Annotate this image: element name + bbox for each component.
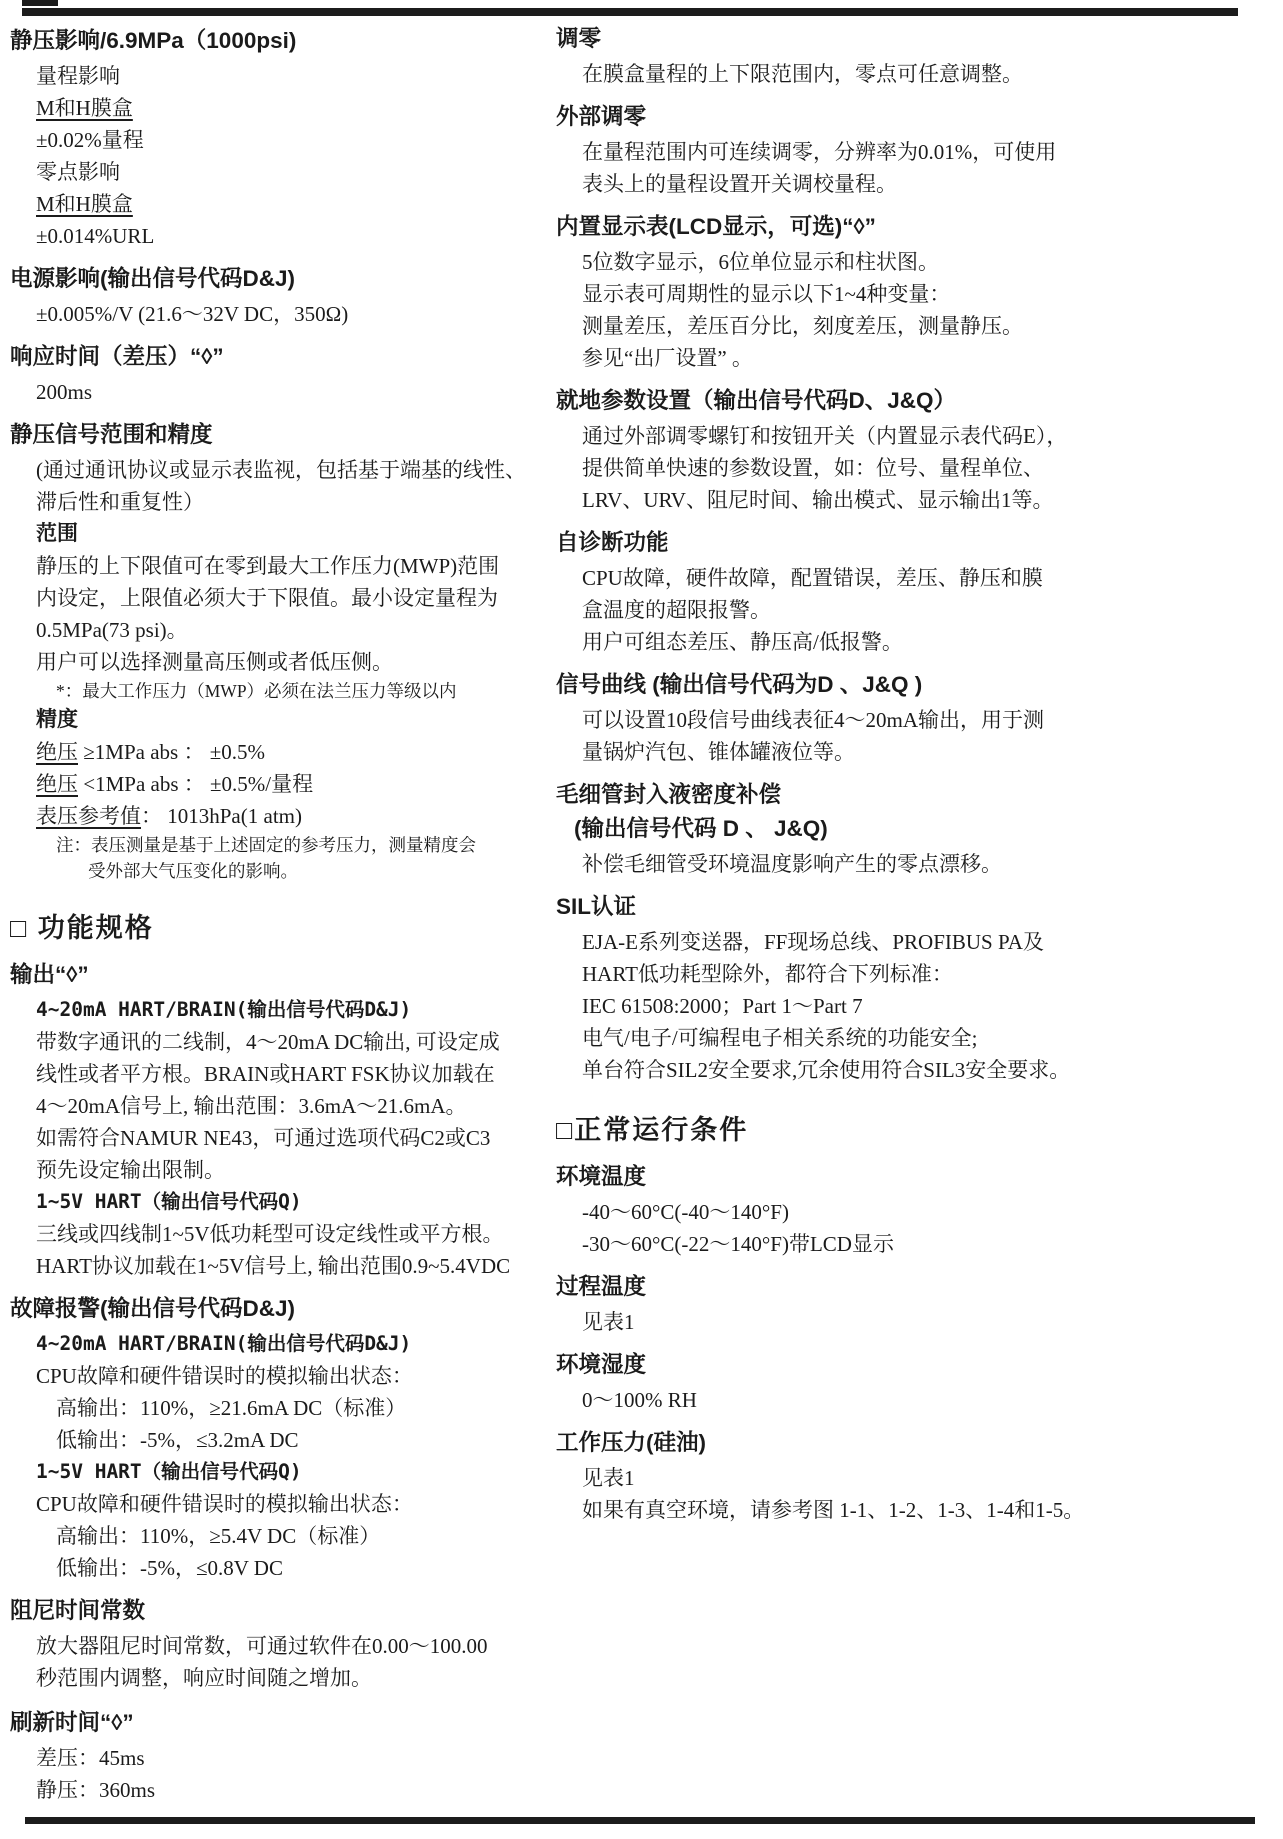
note-line: 注：表压测量是基于上述固定的参考压力，测量精度会 <box>56 835 476 855</box>
text-line: -30～60°C(-22～140°F)带LCD显示 <box>582 1232 894 1256</box>
text-line: 补偿毛细管受环境温度影响产生的零点漂移。 <box>582 852 1002 876</box>
text-line: 可以设置10段信号曲线表征4～20mA输出，用于测 <box>582 708 1044 732</box>
text-line: 高输出：110%，≥5.4V DC（标准） <box>56 1524 381 1548</box>
text-line: 差压：45ms <box>36 1746 145 1770</box>
underlined-term: 绝压 <box>36 772 78 796</box>
response-time-heading: 响应时间（差压）“◊” <box>10 344 224 369</box>
text-line: 5位数字显示，6位单位显示和柱状图。 <box>582 250 939 274</box>
column-right <box>556 24 1278 1526</box>
capillary-fill-fluid-density-compensation-heading-line2: (输出信号代码 D 、 J&Q) <box>574 816 828 841</box>
section-capillary-fill-fluid-density-compensation <box>556 780 1278 880</box>
text-line <box>10 768 550 800</box>
text-line: 0～100% RH <box>582 1388 697 1412</box>
text-line: 量锅炉汽包、锥体罐液位等。 <box>582 740 855 764</box>
top-rule <box>22 8 1238 16</box>
text-line: 如需符合NAMUR NE43，可通过选项代码C2或C3 <box>36 1126 491 1150</box>
column-left <box>10 26 550 1806</box>
text-line: ±0.005%/V (21.6～32V DC，350Ω) <box>36 302 349 326</box>
self-diagnostics-heading: 自诊断功能 <box>556 530 669 555</box>
section-local-parameter-setting <box>556 386 1278 516</box>
zero-adjustment-heading: 调零 <box>556 26 602 51</box>
text-line: 内设定，上限值必须大于下限值。最小设定量程为 <box>36 586 498 610</box>
text-line: 盒温度的超限报警。 <box>582 598 771 622</box>
text-line: 表头上的量程设置开关调校量程。 <box>582 172 897 196</box>
section-output <box>10 960 550 1282</box>
text-line: 线性或者平方根。BRAIN或HART FSK协议加载在 <box>36 1062 495 1086</box>
capillary-fill-fluid-density-compensation-heading: 毛细管封入液密度补偿 <box>556 782 782 807</box>
text-line: CPU故障和硬件错误时的模拟输出状态： <box>36 1364 413 1388</box>
text-line: 如果有真空环境，请参考图 1-1、1-2、1-3、1-4和1-5。 <box>582 1498 1085 1522</box>
normal-operating-conditions-title-heading: □正常运行条件 <box>556 1115 749 1145</box>
text-line: 参见“出厂设置” 。 <box>582 346 753 370</box>
text-span: ： 1013hPa(1 atm) <box>141 804 302 828</box>
section-normal-operating-conditions-title <box>556 1112 1278 1148</box>
text-line: 秒范围内调整，响应时间随之增加。 <box>36 1666 372 1690</box>
sil-certification-heading: SIL认证 <box>556 894 637 919</box>
text-line: HART低功耗型除外，都符合下列标准： <box>582 962 953 986</box>
underlined-term: M和H膜盒 <box>36 192 133 216</box>
section-functional-specifications-title <box>10 910 550 946</box>
text-line: 低输出：-5%，≤0.8V DC <box>56 1556 283 1580</box>
section-static-pressure-signal-range-accuracy <box>10 420 550 884</box>
section-signal-characterizer <box>556 670 1278 768</box>
section-external-zero-adjustment <box>556 102 1278 200</box>
functional-specifications-title-heading: □ 功能规格 <box>10 913 154 943</box>
external-zero-adjustment-heading: 外部调零 <box>556 104 647 129</box>
power-supply-effect-heading: 电源影响(输出信号代码D&J) <box>10 266 295 291</box>
text-line: CPU故障和硬件错误时的模拟输出状态： <box>36 1492 413 1516</box>
text-line: 在量程范围内可连续调零，分辨率为0.01%，可使用 <box>582 140 1057 164</box>
text-line: 200ms <box>36 380 93 404</box>
text-line: IEC 61508:2000；Part 1～Part 7 <box>582 994 863 1018</box>
text-line: 见表1 <box>582 1466 635 1490</box>
page-corner-tab <box>22 0 58 6</box>
bottom-rule <box>25 1817 1255 1824</box>
section-update-time <box>10 1708 550 1806</box>
failure-alarm-heading: 故障报警(输出信号代码D&J) <box>10 1296 295 1321</box>
sub-heading-mono: 4~20mA HART/BRAIN(输出信号代码D&J) <box>36 1332 412 1355</box>
update-time-heading: 刷新时间“◊” <box>10 1710 134 1735</box>
text-span: <1MPa abs ： ±0.5%/量程 <box>78 772 314 796</box>
text-line: 三线或四线制1~5V低功耗型可设定线性或平方根。 <box>36 1222 504 1246</box>
section-power-supply-effect <box>10 264 550 330</box>
text-line: 预先设定输出限制。 <box>36 1158 225 1182</box>
text-line: 0.5MPa(73 psi)。 <box>36 618 188 642</box>
underlined-term: 绝压 <box>36 740 78 764</box>
text-line: 在膜盒量程的上下限范围内，零点可任意调整。 <box>582 62 1023 86</box>
section-static-pressure-effect <box>10 26 550 252</box>
text-line: 放大器阻尼时间常数，可通过软件在0.00～100.00 <box>36 1634 488 1658</box>
note-line: 受外部大气压变化的影响。 <box>88 861 298 881</box>
underlined-term: 表压参考值 <box>36 804 141 828</box>
section-process-temperature <box>556 1272 1278 1338</box>
text-line: 零点影响 <box>36 160 120 184</box>
section-integral-indicator <box>556 212 1278 374</box>
text-line: -40～60°C(-40～140°F) <box>582 1200 789 1224</box>
text-line: HART协议加载在1~5V信号上, 输出范围0.9~5.4VDC <box>36 1254 511 1278</box>
text-line <box>10 92 550 124</box>
ambient-temperature-heading: 环境温度 <box>556 1164 647 1189</box>
text-line <box>10 736 550 768</box>
output-heading: 输出“◊” <box>10 962 89 987</box>
section-ambient-temperature <box>556 1162 1278 1260</box>
section-failure-alarm <box>10 1294 550 1584</box>
static-pressure-effect-heading: 静压影响/6.9MPa（1000psi) <box>10 28 297 53</box>
text-line: 高输出：110%，≥21.6mA DC（标准） <box>56 1396 407 1420</box>
text-line: ±0.02%量程 <box>36 128 144 152</box>
text-line: 用户可以选择测量高压侧或者低压侧。 <box>36 650 393 674</box>
sub-heading-mono: 1~5V HART（输出信号代码Q) <box>36 1190 302 1213</box>
section-damping-time-constant <box>10 1596 550 1694</box>
section-ambient-humidity <box>556 1350 1278 1416</box>
section-zero-adjustment <box>556 24 1278 90</box>
text-line: LRV、URV、阻尼时间、输出模式、显示输出1等。 <box>582 488 1054 512</box>
text-line: 静压的上下限值可在零到最大工作压力(MWP)范围 <box>36 554 500 578</box>
process-temperature-heading: 过程温度 <box>556 1274 647 1299</box>
note-line: *：最大工作压力（MWP）必须在法兰压力等级以内 <box>56 681 457 701</box>
text-line: 4～20mA信号上, 输出范围：3.6mA～21.6mA。 <box>36 1094 467 1118</box>
sub-heading-mono: 4~20mA HART/BRAIN(输出信号代码D&J) <box>36 998 412 1021</box>
ambient-humidity-heading: 环境湿度 <box>556 1352 647 1377</box>
text-line: 单台符合SIL2安全要求,冗余使用符合SIL3安全要求。 <box>582 1058 1071 1082</box>
text-line: 滞后性和重复性） <box>36 490 204 514</box>
text-span: ≥1MPa abs ： ±0.5% <box>78 740 265 764</box>
text-line: CPU故障，硬件故障，配置错误，差压、静压和膜 <box>582 566 1043 590</box>
text-line: 量程影响 <box>36 64 120 88</box>
text-line: 低输出：-5%，≤3.2mA DC <box>56 1428 299 1452</box>
text-line: (通过通讯协议或显示表监视，包括基于端基的线性、 <box>36 458 526 482</box>
text-line <box>10 800 550 832</box>
text-line: 带数字通讯的二线制，4～20mA DC输出, 可设定成 <box>36 1030 500 1054</box>
damping-time-constant-heading: 阻尼时间常数 <box>10 1598 146 1623</box>
text-line: 通过外部调零螺钉和按钮开关（内置显示表代码E）， <box>582 424 1068 448</box>
text-line: 测量差压，差压百分比，刻度差压，测量静压。 <box>582 314 1023 338</box>
text-line: 显示表可周期性的显示以下1~4种变量： <box>582 282 951 306</box>
static-pressure-signal-range-accuracy-heading: 静压信号范围和精度 <box>10 422 213 447</box>
working-pressure-heading: 工作压力(硅油) <box>556 1430 706 1455</box>
sub-heading-mono: 1~5V HART（输出信号代码Q) <box>36 1460 302 1483</box>
local-parameter-setting-heading: 就地参数设置（输出信号代码D、J&Q） <box>556 388 957 413</box>
text-line: EJA-E系列变送器，FF现场总线、PROFIBUS PA及 <box>582 930 1044 954</box>
sub-heading: 精度 <box>36 708 78 731</box>
text-line: 提供简单快速的参数设置，如：位号、量程单位、 <box>582 456 1044 480</box>
text-line: 见表1 <box>582 1310 635 1334</box>
text-line: ±0.014%URL <box>36 224 155 248</box>
integral-indicator-heading: 内置显示表(LCD显示，可选)“◊” <box>556 214 876 239</box>
text-line: 静压：360ms <box>36 1778 156 1802</box>
section-self-diagnostics <box>556 528 1278 658</box>
section-response-time <box>10 342 550 408</box>
signal-characterizer-heading: 信号曲线 (输出信号代码为D 、J&Q ) <box>556 672 923 697</box>
text-line: 用户可组态差压、静压高/低报警。 <box>582 630 903 654</box>
section-working-pressure <box>556 1428 1278 1526</box>
underlined-term: M和H膜盒 <box>36 96 133 120</box>
text-line <box>10 188 550 220</box>
section-sil-certification <box>556 892 1278 1086</box>
text-line: 电气/电子/可编程电子相关系统的功能安全; <box>582 1026 978 1050</box>
sub-heading: 范围 <box>36 522 78 545</box>
